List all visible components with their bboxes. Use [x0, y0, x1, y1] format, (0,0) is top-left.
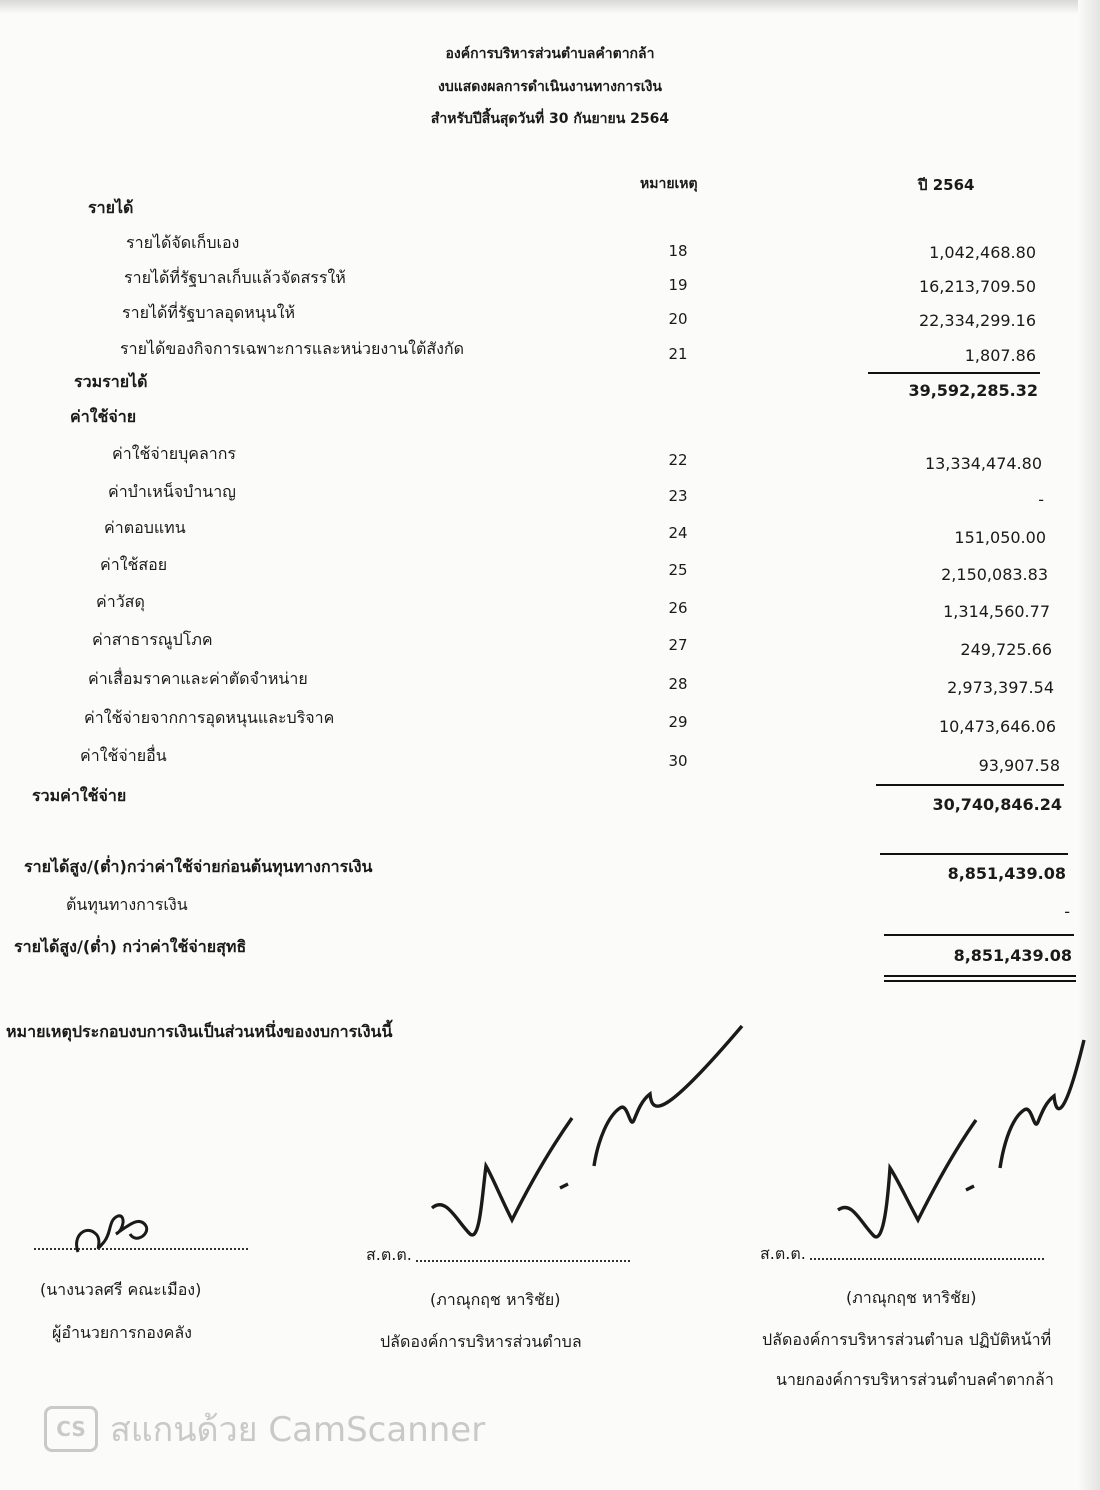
net-amount: 8,851,439.08 [953, 946, 1072, 965]
statement-period: สำหรับปีสิ้นสุดวันที่ 30 กันยายน 2564 [430, 111, 670, 127]
expense-item-label: ค่าใช้จ่ายอื่น [80, 746, 167, 765]
revenue-item-label: รายได้ของกิจการเฉพาะการและหน่วยงานใต้สังกัด [120, 339, 464, 358]
signer-left-name: (นางนวลศรี คณะเมือง) [40, 1280, 202, 1299]
before-finance-rule [880, 853, 1068, 855]
scan-edge-right [1078, 0, 1100, 1490]
expense-item-amount: 2,973,397.54 [947, 678, 1054, 697]
signer-right-prefix: ส.ต.ต. [760, 1244, 806, 1263]
expense-item-label: ค่าใช้จ่ายบุคลากร [112, 444, 237, 463]
signature-line-middle [416, 1260, 630, 1262]
net-double-rule-bottom [884, 980, 1076, 982]
expense-item-label: ค่าสาธารณูปโภค [92, 630, 213, 649]
before-finance-amount: 8,851,439.08 [947, 864, 1066, 883]
revenue-item-label: รายได้ที่รัฐบาลเก็บแล้วจัดสรรให้ [124, 268, 346, 287]
expense-item-label: ค่าใช้สอย [100, 555, 168, 574]
expenses-heading: ค่าใช้จ่าย [70, 407, 137, 426]
expense-item-label: ค่าบำเหน็จบำนาญ [108, 482, 236, 501]
expense-item-note: 24 [668, 524, 688, 542]
footnote: หมายเหตุประกอบงบการเงินเป็นส่วนหนึ่งของงบการเงินนี้ [6, 1022, 393, 1041]
expense-item-note: 29 [668, 713, 688, 731]
expenses-total-label: รวมค่าใช้จ่าย [32, 786, 127, 805]
scan-edge-top [0, 0, 1100, 14]
camscanner-logo-icon: CS [44, 1406, 98, 1452]
finance-cost-amount: - [1064, 902, 1070, 921]
revenue-item-note: 20 [668, 310, 688, 328]
signer-middle-position: ปลัดองค์การบริหารส่วนตำบล [380, 1332, 582, 1351]
expense-item-note: 22 [668, 451, 688, 469]
expense-item-note: 26 [668, 599, 688, 617]
year-column-header: ปี 2564 [918, 176, 975, 194]
revenue-total-label: รวมรายได้ [74, 372, 148, 391]
expense-item-label: ค่าใช้จ่ายจากการอุดหนุนและบริจาค [84, 708, 335, 727]
revenue-total-amount: 39,592,285.32 [908, 381, 1038, 400]
expense-item-label: ค่าวัสดุ [96, 592, 145, 611]
expenses-total-amount: 30,740,846.24 [932, 795, 1062, 814]
signer-middle-prefix: ส.ต.ต. [366, 1245, 412, 1264]
expense-item-label: ค่าตอบแทน [104, 518, 186, 537]
expense-item-amount: - [1038, 490, 1044, 509]
statement-title: งบแสดงผลการดำเนินงานทางการเงิน [438, 79, 662, 95]
signer-middle-name: (ภาณุกฤช หาริชัย) [430, 1290, 561, 1309]
revenue-total-rule [868, 372, 1040, 374]
before-finance-label: รายได้สูง/(ต่ำ)กว่าค่าใช้จ่ายก่อนต้นทุนทางการเงิน [24, 857, 373, 876]
signer-right-position-2: นายกองค์การบริหารส่วนตำบลคำตากล้า [776, 1370, 1054, 1389]
signature-graphics [0, 1020, 1100, 1260]
signature-middle [432, 1026, 742, 1235]
expense-item-amount: 151,050.00 [954, 528, 1046, 547]
note-column-header: หมายเหตุ [640, 176, 698, 192]
net-double-rule-top [884, 975, 1076, 977]
revenue-item-note: 19 [668, 276, 688, 294]
finance-cost-label: ต้นทุนทางการเงิน [66, 895, 188, 914]
expense-item-note: 28 [668, 675, 688, 693]
signature-line-left [34, 1248, 248, 1250]
signature-right [838, 1040, 1084, 1237]
revenue-item-label: รายได้ที่รัฐบาลอุดหนุนให้ [122, 303, 296, 322]
signer-right-name: (ภาณุกฤช หาริชัย) [846, 1288, 977, 1307]
revenue-heading: รายได้ [88, 198, 134, 217]
revenue-item-note: 18 [668, 242, 688, 260]
revenue-item-amount: 16,213,709.50 [918, 277, 1036, 296]
expense-item-label: ค่าเสื่อมราคาและค่าตัดจำหน่าย [88, 669, 308, 688]
revenue-item-amount: 1,807.86 [964, 346, 1036, 365]
signer-left-position: ผู้อำนวยการกองคลัง [52, 1323, 192, 1342]
net-rule [884, 934, 1074, 936]
expense-item-note: 30 [668, 752, 688, 770]
expense-item-amount: 2,150,083.83 [941, 565, 1048, 584]
expense-item-amount: 1,314,560.77 [943, 602, 1050, 621]
signer-right-position-1: ปลัดองค์การบริหารส่วนตำบล ปฏิบัติหน้าที่ [762, 1330, 1052, 1349]
revenue-item-note: 21 [668, 345, 688, 363]
expense-item-note: 23 [668, 487, 688, 505]
net-label: รายได้สูง/(ต่ำ) กว่าค่าใช้จ่ายสุทธิ [14, 937, 247, 956]
revenue-item-amount: 1,042,468.80 [929, 243, 1036, 262]
signature-left [77, 1216, 147, 1252]
camscanner-text: สแกนด้วย CamScanner [110, 1410, 486, 1450]
camscanner-watermark [44, 1402, 485, 1456]
revenue-item-amount: 22,334,299.16 [918, 311, 1036, 330]
expense-item-amount: 249,725.66 [960, 640, 1052, 659]
expense-item-note: 27 [668, 636, 688, 654]
expenses-total-rule [876, 784, 1064, 786]
expense-item-amount: 13,334,474.80 [924, 454, 1042, 473]
expense-item-note: 25 [668, 561, 688, 579]
org-name: องค์การบริหารส่วนตำบลคำตากล้า [445, 46, 655, 62]
expense-item-amount: 10,473,646.06 [938, 717, 1056, 736]
expense-item-amount: 93,907.58 [978, 756, 1060, 775]
signature-line-right [810, 1258, 1044, 1260]
revenue-item-label: รายได้จัดเก็บเอง [126, 233, 240, 252]
